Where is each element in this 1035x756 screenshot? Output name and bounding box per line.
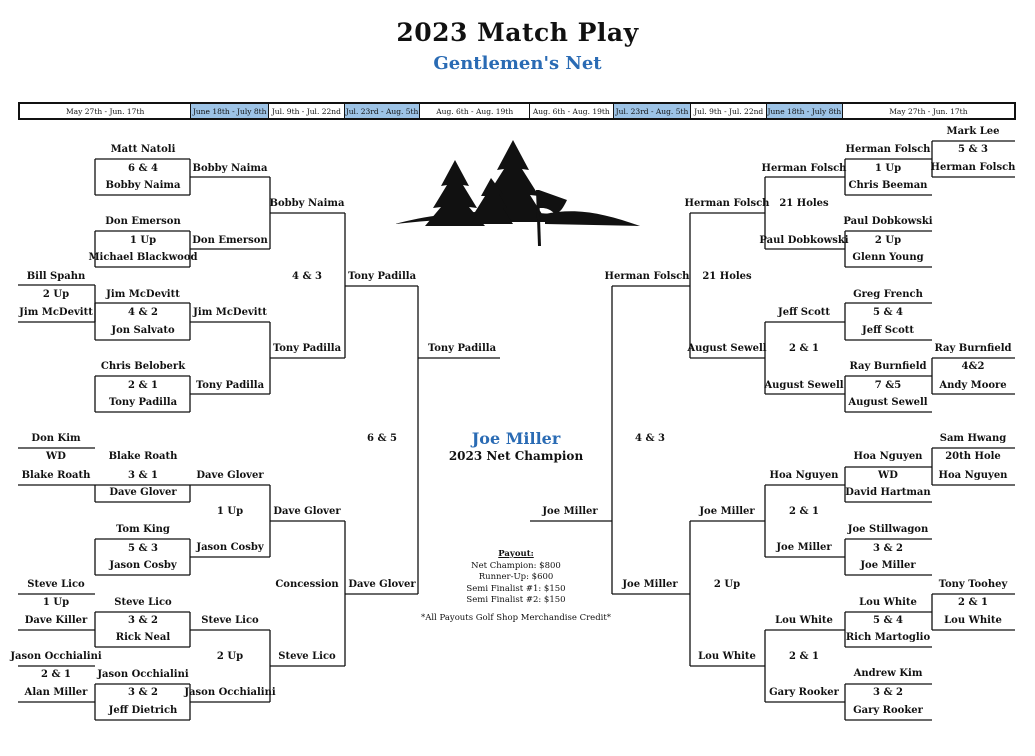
bracket-label: Concession xyxy=(275,579,339,590)
bracket-label: 1 Up xyxy=(129,235,157,246)
bracket-label: Herman Folsch xyxy=(845,144,931,155)
bracket-label: Don Emerson xyxy=(105,216,181,227)
page-title: 2023 Match Play xyxy=(396,18,639,47)
bracket-label: 2 & 1 xyxy=(958,597,988,608)
payout-note: *All Payouts Golf Shop Merchandise Credit* xyxy=(420,612,612,623)
payout-line: Runner-Up: $600 xyxy=(478,572,554,582)
bracket-label: Mark Lee xyxy=(946,126,1000,137)
champion-name: Joe Miller xyxy=(471,429,561,448)
bracket-label: Tony Padilla xyxy=(195,380,265,391)
bracket-label: Bobby Naima xyxy=(192,163,268,174)
bracket-label: Steve Lico xyxy=(201,615,259,626)
bracket-label: 1 Up xyxy=(42,597,70,608)
pine-trees-flag-icon xyxy=(395,138,645,248)
bracket-label: August Sewell xyxy=(848,397,928,408)
bracket-label: Gary Rooker xyxy=(853,705,923,716)
bracket-label: Joe Miller xyxy=(622,579,678,590)
bracket-label: Joe Miller xyxy=(860,560,916,571)
bracket-label: 3 & 1 xyxy=(128,470,158,481)
payout-line: Semi Finalist #2: $150 xyxy=(466,595,566,605)
bracket-label: 5 & 4 xyxy=(873,615,903,626)
bracket-label: Jon Salvato xyxy=(111,325,175,336)
bracket-label: 5 & 3 xyxy=(958,144,988,155)
round-date-cell: Jul. 9th - Jul. 22nd xyxy=(691,104,767,118)
bracket-label: WD xyxy=(878,470,898,481)
bracket-label: 2 & 1 xyxy=(789,651,819,662)
bracket-label: 5 & 3 xyxy=(128,543,158,554)
bracket-label: Lou White xyxy=(944,615,1002,626)
payout-box xyxy=(416,549,616,624)
bracket-label: WD xyxy=(46,451,66,462)
bracket-label: Herman Folsch xyxy=(604,271,690,282)
round-date-cell: June 18th - July 8th xyxy=(767,104,843,118)
bracket-label: Dave Glover xyxy=(348,579,416,590)
round-date-cell: Jul. 23rd - Aug. 5th xyxy=(345,104,421,118)
bracket-label: Herman Folsch xyxy=(684,198,770,209)
bracket-label: 6 & 5 xyxy=(367,433,397,444)
bracket-label: Dave Glover xyxy=(196,470,264,481)
round-date-cell: May 27th - Jun. 17th xyxy=(889,106,968,116)
bracket-label: Greg French xyxy=(853,289,923,300)
bracket-label: Jeff Dietrich xyxy=(108,705,178,716)
bracket-label: Blake Roath xyxy=(108,451,178,462)
bracket-label: Michael Blackwood xyxy=(88,252,198,263)
bracket-label: Don Emerson xyxy=(192,235,268,246)
bracket-label: Dave Glover xyxy=(109,487,177,498)
bracket-label: Bobby Naima xyxy=(269,198,345,209)
bracket-label: David Hartman xyxy=(845,487,931,498)
bracket-label: 6 & 4 xyxy=(128,163,158,174)
bracket-label: Andy Moore xyxy=(939,380,1007,391)
bracket-label: Joe Stillwagon xyxy=(847,524,929,535)
bracket-label: 1 Up xyxy=(874,163,902,174)
bracket-label: Blake Roath xyxy=(21,470,91,481)
bracket-label: Joe Miller xyxy=(542,506,598,517)
bracket-label: 2 Up xyxy=(216,651,244,662)
bracket-label: Chris Beeman xyxy=(848,180,928,191)
bracket-label: Ray Burnfield xyxy=(934,343,1012,354)
bracket-label: Glenn Young xyxy=(852,252,924,263)
bracket-label: Tony Padilla xyxy=(347,271,417,282)
bracket-label: 2 & 1 xyxy=(789,506,819,517)
round-date-cell: Aug. 6th - Aug. 19th xyxy=(420,104,530,118)
bracket-label: 2 Up xyxy=(874,235,902,246)
bracket-label: Tony Padilla xyxy=(272,343,342,354)
bracket-label: 21 Holes xyxy=(702,271,752,282)
bracket-label: 4 & 3 xyxy=(292,271,322,282)
bracket-label: 4&2 xyxy=(961,361,985,372)
bracket-label: Joe Miller xyxy=(699,506,755,517)
bracket-label: Alan Miller xyxy=(24,687,88,698)
bracket-label: Tony Padilla xyxy=(427,343,497,354)
payout-line: Net Champion: $800 xyxy=(471,560,561,571)
bracket-label: 2 & 1 xyxy=(789,343,819,354)
bracket-label: 2 Up xyxy=(42,289,70,300)
bracket-label: Hoa Nguyen xyxy=(853,451,923,462)
bracket-label: 21 Holes xyxy=(779,198,829,209)
bracket-label: Hoa Nguyen xyxy=(938,470,1008,481)
bracket-label: Jason Occhialini xyxy=(10,651,102,662)
bracket-label: Jim McDevitt xyxy=(19,307,93,318)
bracket-label: August Sewell xyxy=(687,343,767,354)
bracket-label: 3 & 2 xyxy=(873,687,903,698)
bracket-label: 4 & 2 xyxy=(128,307,158,318)
bracket-label: 3 & 2 xyxy=(873,543,903,554)
bracket-label: Jason Cosby xyxy=(196,542,264,553)
round-date-cell: May 27th - Jun. 17th xyxy=(20,104,191,118)
bracket-label: Ray Burnfield xyxy=(849,361,927,372)
payout-heading: Payout: xyxy=(498,549,534,559)
payout-line: Semi Finalist #1: $150 xyxy=(466,583,566,594)
bracket-label: Rick Neal xyxy=(115,632,171,643)
bracket-label: Tony Toohey xyxy=(938,579,1008,590)
bracket-label: Dave Killer xyxy=(24,615,88,626)
bracket-label: 3 & 2 xyxy=(128,687,158,698)
bracket-label: Hoa Nguyen xyxy=(769,470,839,481)
bracket-label: Don Kim xyxy=(31,433,81,444)
bracket-label: Jeff Scott xyxy=(861,325,915,336)
bracket-label: Lou White xyxy=(698,651,756,662)
bracket-label: Jim McDevitt xyxy=(193,307,267,318)
bracket-label: 4 & 3 xyxy=(635,433,665,444)
bracket-label: 1 Up xyxy=(216,506,244,517)
bracket-label: Dave Glover xyxy=(273,506,341,517)
bracket-label: Jason Occhialini xyxy=(97,669,189,680)
page-subtitle: Gentlemen's Net xyxy=(433,53,602,74)
champion-subtitle: 2023 Net Champion xyxy=(448,449,584,463)
bracket-label: 2 Up xyxy=(713,579,741,590)
bracket-label: August Sewell xyxy=(764,380,844,391)
bracket-label: 2 & 1 xyxy=(128,380,158,391)
bracket-label: Herman Folsch xyxy=(930,162,1016,173)
bracket-label: Herman Folsch xyxy=(761,163,847,174)
bracket-label: 3 & 2 xyxy=(128,615,158,626)
bracket-label: Steve Lico xyxy=(278,651,336,662)
bracket-label: 7 &5 xyxy=(874,380,902,391)
bracket-label: Paul Dobkowski xyxy=(843,216,933,227)
round-date-cell: June 18th - July 8th xyxy=(191,104,269,118)
bracket-label: 20th Hole xyxy=(945,451,1001,462)
bracket-label: Matt Natoli xyxy=(110,144,176,155)
bracket-label: Steve Lico xyxy=(27,579,85,590)
bracket-label: Andrew Kim xyxy=(853,668,923,679)
bracket-label: Paul Dobkowski xyxy=(759,235,849,246)
round-date-cell: Aug. 6th - Aug. 19th xyxy=(530,104,614,118)
round-date-cell: Jul. 9th - Jul. 22nd xyxy=(269,104,345,118)
bracket-label: 2 & 1 xyxy=(41,669,71,680)
bracket-label: Jason Occhialini xyxy=(184,687,276,698)
bracket-label: Bill Spahn xyxy=(26,271,86,282)
bracket-label: Joe Miller xyxy=(776,542,832,553)
bracket-label: Lou White xyxy=(859,597,917,608)
bracket-label: Jim McDevitt xyxy=(106,289,180,300)
bracket-label: Sam Hwang xyxy=(939,433,1007,444)
bracket-label: 5 & 4 xyxy=(873,307,903,318)
round-date-cell: Jul. 23rd - Aug. 5th xyxy=(614,104,692,118)
bracket-label: Tom King xyxy=(116,524,170,535)
bracket-label: Chris Beloberk xyxy=(100,361,186,372)
bracket-label: Steve Lico xyxy=(114,597,172,608)
bracket-label: Jason Cosby xyxy=(109,560,177,571)
bracket-label: Gary Rooker xyxy=(769,687,839,698)
bracket-label: Rich Martoglio xyxy=(845,632,931,643)
bracket-label: Lou White xyxy=(775,615,833,626)
bracket-label: Jeff Scott xyxy=(777,307,831,318)
bracket-label: Tony Padilla xyxy=(108,397,178,408)
bracket-label: Bobby Naima xyxy=(105,180,181,191)
